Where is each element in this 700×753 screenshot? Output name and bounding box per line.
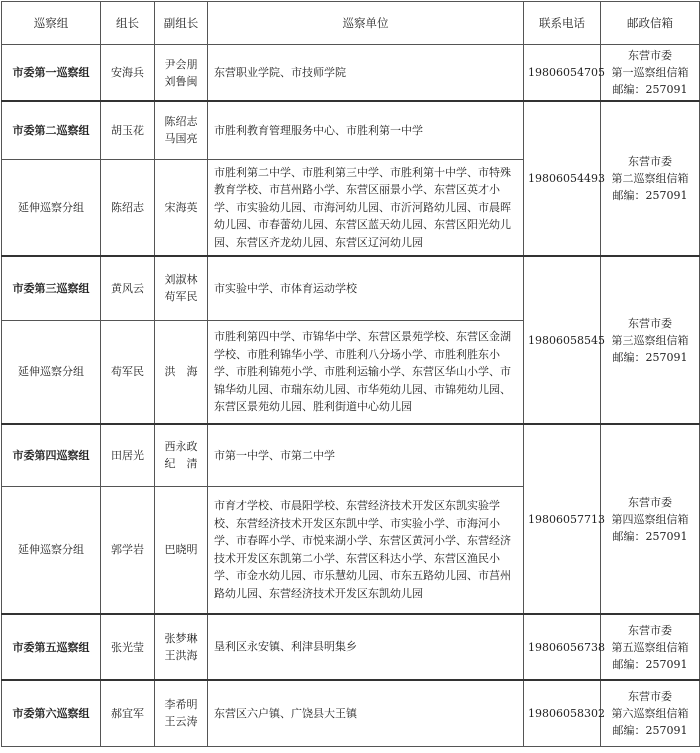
leader-name: 胡玉花 — [101, 101, 155, 159]
deputy-name: 刘鲁闽 — [164, 74, 198, 88]
inspection-units: 垦利区永安镇、利津县明集乡 — [208, 614, 524, 680]
phone-number: 19806054705 — [524, 45, 601, 102]
leader-name: 陈绍志 — [101, 159, 155, 256]
deputy-name: 苟军民 — [164, 290, 198, 304]
inspection-units: 市第一中学、市第二中学 — [208, 424, 524, 486]
group-name: 市委第四巡察组 — [2, 424, 101, 486]
deputy-name: 马国亮 — [164, 132, 198, 146]
deputy-name: 尹会朋 — [164, 57, 198, 71]
phone-number: 19806054493 — [524, 101, 601, 256]
leader-name: 安海兵 — [101, 45, 155, 102]
deputy-name: 王洪海 — [164, 649, 198, 662]
mailbox-line: 东营市委 — [628, 495, 672, 509]
header-units: 巡察单位 — [208, 2, 524, 45]
mailbox-line: 东营市委 — [628, 689, 672, 703]
inspection-units: 市胜利教育管理服务中心、市胜利第一中学 — [208, 101, 524, 159]
table-row — [2, 256, 700, 320]
leader-name: 郝宜军 — [101, 680, 155, 746]
table-row — [2, 424, 700, 486]
deputy-name: 李希明 — [164, 698, 198, 712]
table-row — [2, 101, 700, 159]
phone-number: 19806058545 — [524, 256, 601, 424]
mailbox-line: 邮编：257091 — [612, 723, 688, 737]
mailbox — [601, 614, 700, 680]
header-deputy: 副组长 — [155, 2, 208, 45]
mailbox-line: 东营市委 — [628, 155, 672, 168]
deputy-names — [155, 101, 208, 159]
leader-name: 黄风云 — [101, 256, 155, 320]
group-name: 延伸巡察分组 — [2, 320, 101, 424]
mailbox — [601, 424, 700, 614]
mailbox-line: 邮编：257091 — [612, 529, 688, 543]
group-name: 市委第五巡察组 — [2, 614, 101, 680]
deputy-names — [155, 159, 208, 256]
deputy-names — [155, 45, 208, 102]
leader-name: 苟军民 — [101, 320, 155, 424]
deputy-names — [155, 320, 208, 424]
inspection-units: 市实验中学、市体育运动学校 — [208, 256, 524, 320]
leader-name: 郭学岩 — [101, 486, 155, 614]
header-row — [2, 2, 700, 45]
mailbox-line: 东营市委 — [628, 623, 672, 637]
mailbox-line: 东营市委 — [628, 316, 672, 330]
phone-number: 19806056738 — [524, 614, 601, 680]
header-leader: 组长 — [101, 2, 155, 45]
group-name: 市委第六巡察组 — [2, 680, 101, 746]
deputy-names — [155, 256, 208, 320]
deputy-name: 王云涛 — [164, 715, 198, 729]
group-name: 市委第一巡察组 — [2, 45, 101, 102]
deputy-name: 刘淑林 — [164, 273, 198, 287]
group-name: 延伸巡察分组 — [2, 486, 101, 614]
mailbox — [601, 45, 700, 102]
mailbox-line: 邮编：257091 — [612, 657, 688, 671]
deputy-name: 巴晓明 — [164, 543, 198, 557]
deputy-name: 宋海英 — [164, 200, 198, 214]
deputy-name: 纪 清 — [164, 457, 198, 471]
leader-name: 田居光 — [101, 424, 155, 486]
mailbox — [601, 680, 700, 746]
header-mail: 邮政信箱 — [601, 2, 700, 45]
header-phone: 联系电话 — [524, 2, 601, 45]
inspection-units: 东营职业学院、市技师学院 — [208, 45, 524, 102]
mailbox-line: 第五巡察组信箱 — [611, 640, 689, 654]
mailbox-line: 第六巡察组信箱 — [611, 706, 689, 720]
inspection-table — [1, 1, 700, 747]
inspection-units: 东营区六户镇、广饶县大王镇 — [208, 680, 524, 746]
table-row — [2, 680, 700, 746]
inspection-units: 市胜利第二中学、市胜利第三中学、市胜利第十中学、市特殊教育学校、市莒州路小学、东营区丽景小学、东营区英才小学、市实验幼儿园、市海河幼儿园、市沂河路幼儿园、市晨晖幼儿园、市春蕾幼儿园、东营区蓝天幼儿园、东营区阳光幼儿园、东营区齐龙幼儿园、东营区辽河幼儿园 — [208, 159, 524, 256]
inspection-units: 市育才学校、市晨阳学校、东营经济技术开发区东凯实验学校、东营经济技术开发区东凯中学、市实验小学、市海河小学、市春晖小学、市悦来湖小学、东营区黄河小学、东营经济技术开发区东凯第二小学、东营区科达小学、东营区渔民小学、市金水幼儿园、市乐慧幼儿园、市东五路幼儿园、市莒州路幼儿园、东营经济技术开发区东凯幼儿园 — [208, 486, 524, 614]
mailbox-line: 第一巡察组信箱 — [611, 66, 689, 79]
mailbox — [601, 256, 700, 424]
leader-name: 张光莹 — [101, 614, 155, 680]
mailbox-line: 第三巡察组信箱 — [611, 333, 689, 347]
mailbox-line: 东营市委 — [628, 49, 672, 62]
deputy-names — [155, 486, 208, 614]
group-name: 市委第二巡察组 — [2, 101, 101, 159]
mailbox-line: 邮编：257091 — [612, 83, 688, 96]
mailbox-line: 第四巡察组信箱 — [611, 512, 689, 526]
deputy-name: 洪 海 — [164, 365, 198, 379]
deputy-name: 西永政 — [164, 440, 198, 454]
deputy-names — [155, 424, 208, 486]
table-row — [2, 45, 700, 102]
deputy-names — [155, 614, 208, 680]
deputy-name: 陈绍志 — [164, 115, 198, 129]
phone-number: 19806057713 — [524, 424, 601, 614]
deputy-name: 张梦琳 — [164, 632, 198, 645]
mailbox-line: 邮编：257091 — [612, 350, 688, 364]
group-name: 延伸巡察分组 — [2, 159, 101, 256]
header-group: 巡察组 — [2, 2, 101, 45]
deputy-names — [155, 680, 208, 746]
phone-number: 19806058302 — [524, 680, 601, 746]
group-name: 市委第三巡察组 — [2, 256, 101, 320]
table-row — [2, 614, 700, 680]
mailbox-line: 第二巡察组信箱 — [611, 172, 689, 185]
mailbox-line: 邮编：257091 — [612, 189, 688, 202]
mailbox — [601, 101, 700, 256]
inspection-units: 市胜利第四中学、市锦华中学、东营区景苑学校、东营区金湖学校、市胜利锦华小学、市胜利八分场小学、市胜利胜东小学、市胜利锦苑小学、市胜利运输小学、东营区华山小学、市锦华幼儿园、市瑞东幼儿园、市华苑幼儿园、市锦苑幼儿园、东营区景苑幼儿园、胜利街道中心幼儿园 — [208, 320, 524, 424]
